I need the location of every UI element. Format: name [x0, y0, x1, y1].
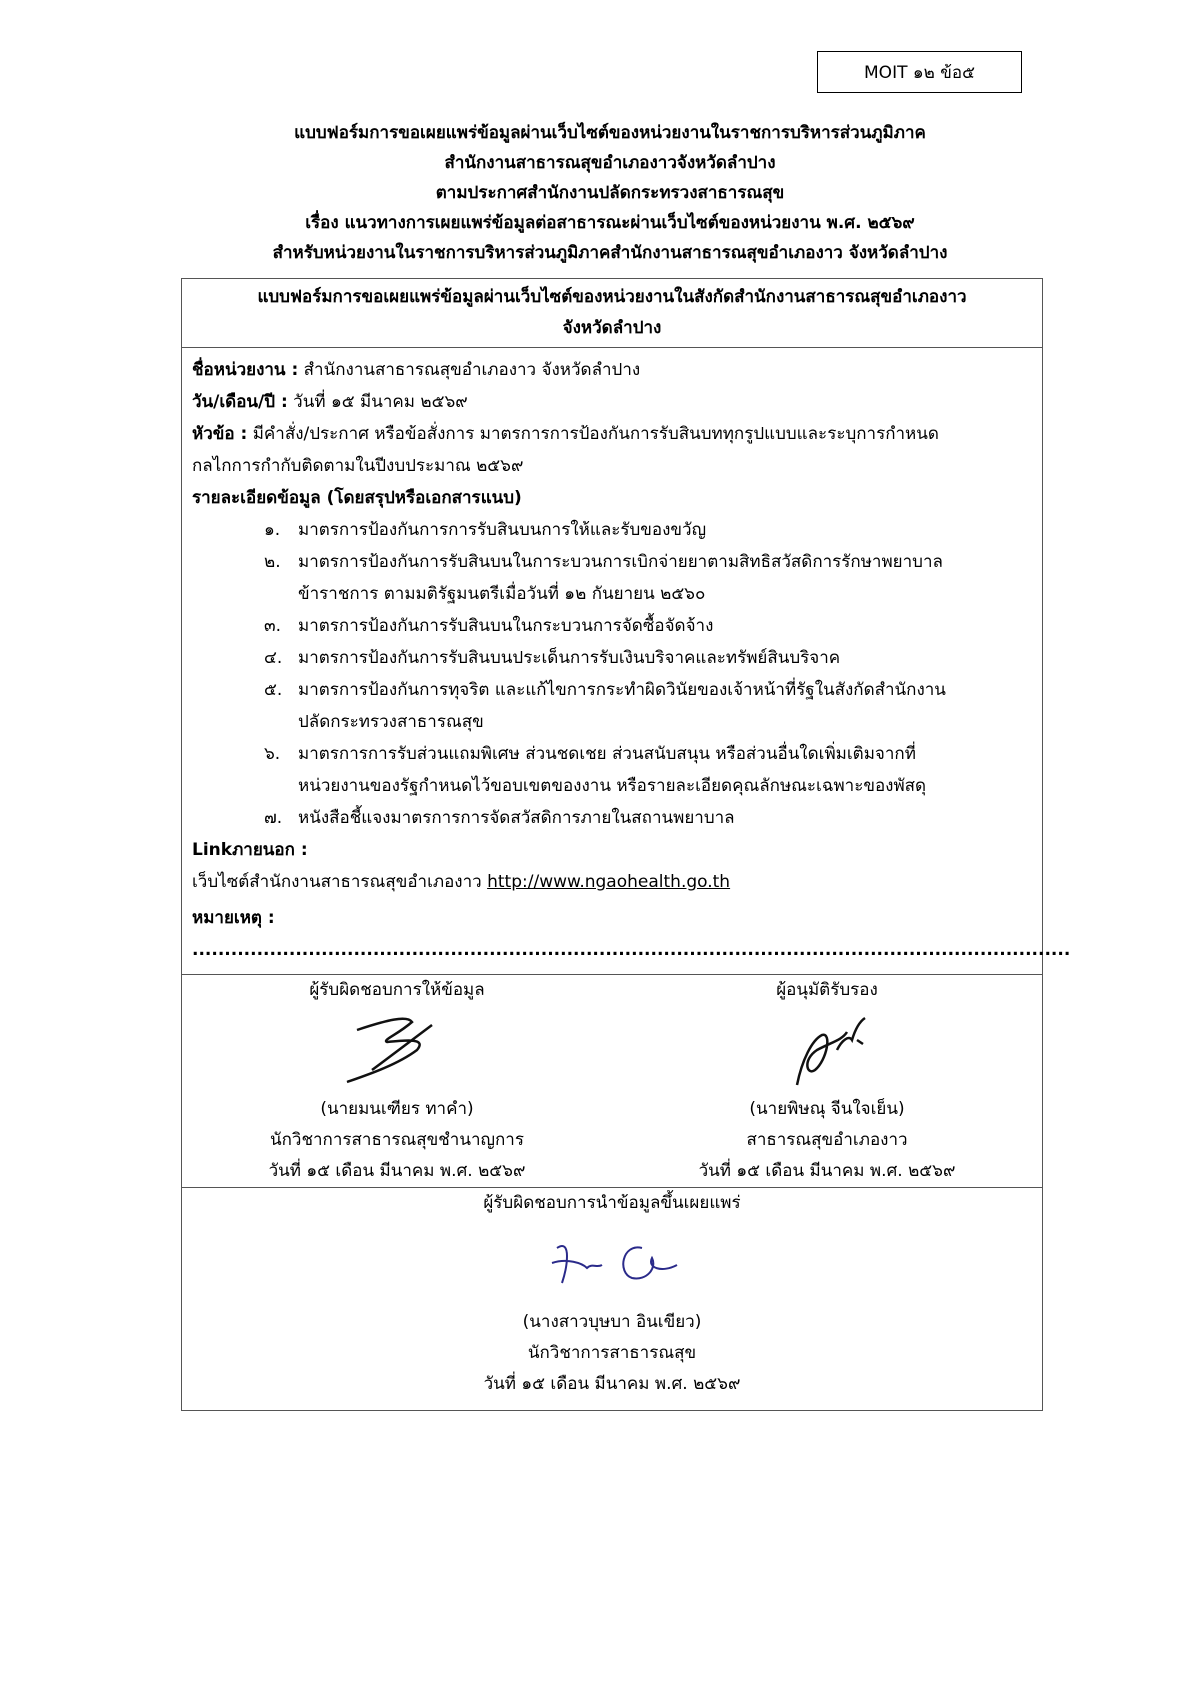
unit-row: [192, 354, 1032, 386]
title-line: ตามประกาศสำนักงานปลัดกระทรวงสาธารณสุข: [435, 183, 785, 203]
topic-value-cont: กลไกการกำกับติดตามในปีงบประมาณ ๒๕๖๙: [192, 456, 524, 476]
date-value: วันที่ ๑๕ มีนาคม ๒๕๖๙: [287, 392, 468, 412]
item-text: หน่วยงานของรัฐกำหนดไว้ขอบเขตของงาน หรือรายละเอียดคุณลักษณะเฉพาะของพัสดุ: [298, 776, 927, 796]
item-number: ๔.: [264, 648, 283, 668]
details-list: [192, 514, 1032, 834]
title-line: เรื่อง แนวทางการเผยแพร่ข้อมูลต่อสาธารณะผ่านเว็บไซต์ของหน่วยงาน พ.ศ. ๒๕๖๙: [305, 213, 915, 233]
item-text: มาตรการป้องกันการการรับสินบนการให้และรับของขวัญ: [298, 520, 707, 540]
form-table: [181, 278, 1071, 1411]
list-item: [192, 642, 1032, 674]
link-row: [192, 866, 1032, 898]
document-titles: [150, 118, 1070, 268]
form-header-line: จังหวัดลำปาง: [562, 318, 662, 338]
item-text: ข้าราชการ ตามมติรัฐมนตรีเมื่อวันที่ ๑๒ กันยายน ๒๕๖๐: [298, 584, 706, 604]
signer-role: ผู้รับผิดชอบการนำข้อมูลขึ้นเผยแพร่: [483, 1193, 741, 1213]
topic-value: มีคำสั่ง/ประกาศ หรือข้อสั่งการ มาตรการการป้องกันการรับสินบททุกรูปแบบและระบุการกำหนด: [247, 424, 939, 444]
item-text: ปลัดกระทรวงสาธารณสุข: [298, 712, 484, 732]
signer-name: (นายมนเฑียร ทาคำ): [320, 1099, 474, 1119]
item-text: มาตรการป้องกันการรับสินบนประเด็นการรับเงินบริจาคและทรัพย์สินบริจาค: [298, 648, 841, 668]
date-label: วัน/เดือน/ปี :: [192, 392, 288, 412]
signer-date: วันที่ ๑๕ เดือน มีนาคม พ.ศ. ๒๕๖๙: [268, 1161, 526, 1181]
signer-role: ผู้อนุมัติรับรอง: [776, 980, 878, 1000]
signer-position: นักวิชาการสาธารณสุข: [527, 1343, 697, 1363]
list-item: [192, 546, 1032, 610]
item-text: มาตรการป้องกันการทุจริต และแก้ไขการกระทำผิดวินัยของเจ้าหน้าที่รัฐในสังกัดสำนักงาน: [298, 680, 946, 700]
title-line: แบบฟอร์มการขอเผยแพร่ข้อมูลผ่านเว็บไซต์ของหน่วยงานในราชการบริหารส่วนภูมิภาค: [294, 123, 926, 143]
form-content: [182, 348, 1071, 975]
item-number: ๑.: [264, 520, 281, 540]
item-number: ๖.: [264, 744, 281, 764]
website-link[interactable]: http://www.ngaohealth.go.th: [487, 872, 731, 892]
list-item: [192, 674, 1032, 738]
unit-label: ชื่อหน่วยงาน :: [192, 360, 299, 380]
signature-image: [188, 1006, 606, 1094]
signer-position: นักวิชาการสาธารณสุขชำนาญการ: [270, 1130, 524, 1150]
item-number: ๒.: [264, 552, 281, 572]
link-label: Linkภายนอก :: [192, 840, 308, 860]
signer-publisher: [182, 1188, 1042, 1410]
signer-approver: [612, 975, 1042, 1187]
form-code-box: MOIT ๑๒ ข้อ๕: [817, 51, 1022, 93]
title-line: สำนักงานสาธารณสุขอำเภองาวจังหวัดลำปาง: [444, 153, 776, 173]
list-item: [192, 610, 1032, 642]
signer-provider: [182, 975, 612, 1187]
signer-role: ผู้รับผิดชอบการให้ข้อมูล: [309, 980, 485, 1000]
item-number: ๓.: [264, 616, 282, 636]
date-row: [192, 386, 1032, 418]
signer-date: วันที่ ๑๕ เดือน มีนาคม พ.ศ. ๒๕๖๙: [698, 1161, 956, 1181]
signer-date: วันที่ ๑๕ เดือน มีนาคม พ.ศ. ๒๕๖๙: [483, 1374, 741, 1394]
form-header-line: แบบฟอร์มการขอเผยแพร่ข้อมูลผ่านเว็บไซต์ของหน่วยงานในสังกัดสำนักงานสาธารณสุขอำเภองาว: [257, 287, 967, 307]
signer-name: (นายพิษณุ จีนใจเย็น): [749, 1099, 905, 1119]
item-number: ๗.: [264, 808, 283, 828]
item-number: ๕.: [264, 680, 283, 700]
signature-image: [182, 1219, 1042, 1307]
item-text: หนังสือชี้แจงมาตรการการจัดสวัสดิการภายในสถานพยาบาล: [298, 808, 735, 828]
topic-label: หัวข้อ :: [192, 424, 248, 444]
signature-section: [182, 975, 1042, 1188]
list-item: [192, 738, 1032, 802]
signature-image: [618, 1006, 1036, 1094]
signer-name: (นางสาวบุษบา อินเขียว): [522, 1312, 702, 1332]
note-row: หมายเหตุ : ........................................................................................................................................: [192, 908, 1071, 960]
item-text: มาตรการป้องกันการรับสินบนในการะบวนการเบิกจ่ายยาตามสิทธิสวัสดิการรักษาพยาบาล: [298, 552, 943, 572]
list-item: [192, 514, 1032, 546]
list-item: [192, 802, 1032, 834]
form-header: [182, 279, 1042, 348]
link-prefix: เว็บไซต์สำนักงานสาธารณสุขอำเภองาว: [192, 872, 488, 892]
item-text: มาตรการป้องกันการรับสินบนในกระบวนการจัดซื้อจัดจ้าง: [298, 616, 714, 636]
item-text: มาตรการการรับส่วนแถมพิเศษ ส่วนชดเชย ส่วนสนับสนุน หรือส่วนอื่นใดเพิ่มเติมจากที่: [298, 744, 916, 764]
form-code-area: [0, 51, 1190, 93]
title-line: สำหรับหน่วยงานในราชการบริหารส่วนภูมิภาคสำนักงานสาธารณสุขอำเภองาว จังหวัดลำปาง: [272, 243, 948, 263]
details-label: รายละเอียดข้อมูล (โดยสรุปหรือเอกสารแนบ): [192, 488, 522, 508]
signer-position: สาธารณสุขอำเภองาว: [746, 1130, 908, 1150]
topic-row: [192, 418, 1032, 450]
unit-value: สำนักงานสาธารณสุขอำเภองาว จังหวัดลำปาง: [298, 360, 641, 380]
